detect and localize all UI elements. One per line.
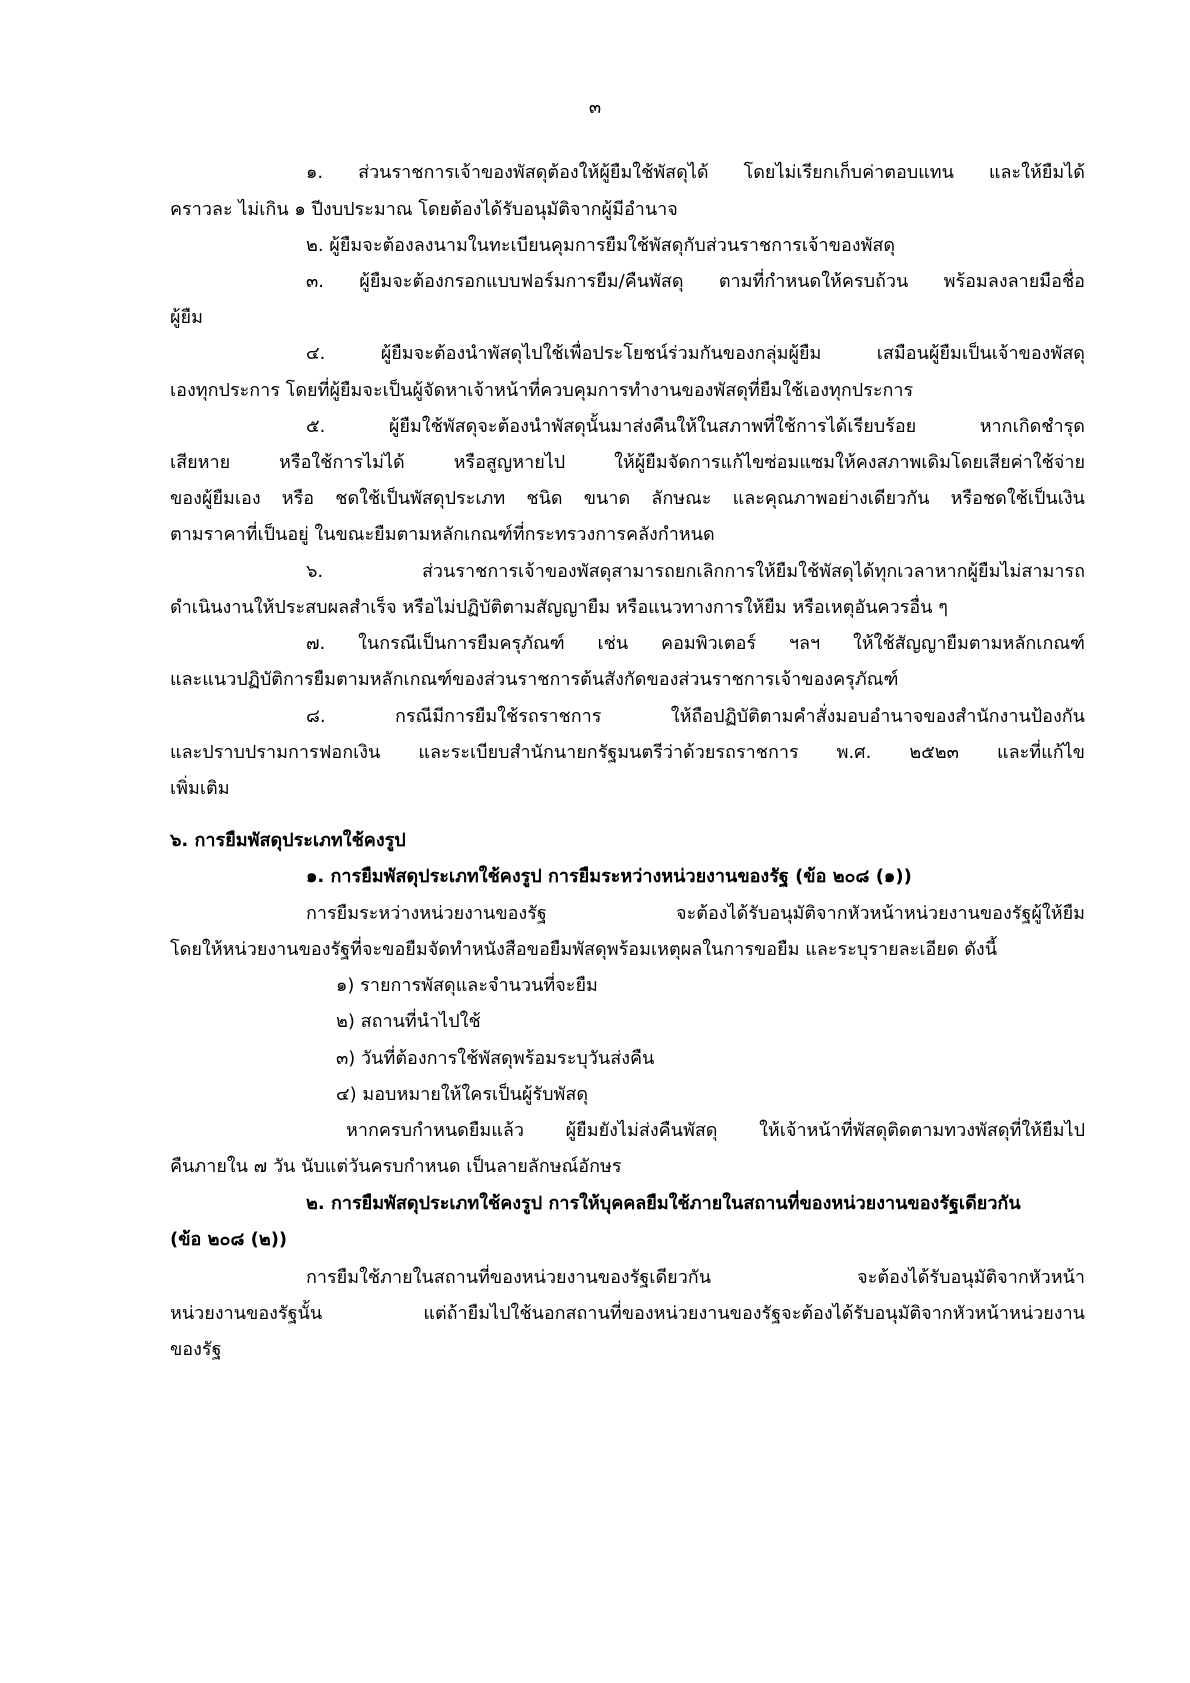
subsection-heading: ๑. การยืมพัสดุประเภทใช้คงรูป การยืมระหว่างหน่วยงานของรัฐ (ข้อ ๒๐๘ (๑)) — [306, 866, 912, 887]
paragraph-line: ของผู้ยืมเอง หรือ ชดใช้เป็นพัสดุประเภท ชนิด ขนาด ลักษณะ และคุณภาพอย่างเดียวกัน หรือชดใช้เป็นเงิน — [170, 488, 1085, 509]
paragraph-line: ดำเนินงานให้ประสบผลสำเร็จ หรือไม่ปฏิบัติตามสัญญายืม หรือแนวทางการให้ยืม หรือเหตุอันควรอื่น ๆ — [170, 597, 948, 618]
paragraph-line: ผู้ยืม — [170, 307, 203, 328]
paragraph-line: หากครบกำหนดยืมแล้ว ผู้ยืมยังไม่ส่งคืนพัสดุ ให้เจ้าหน้าที่พัสดุติดตามทวงพัสดุที่ให้ยืมไป — [346, 1120, 1085, 1141]
paragraph-line: ๑. ส่วนราชการเจ้าของพัสดุต้องให้ผู้ยืมใช้พัสดุได้ โดยไม่เรียกเก็บค่าตอบแทน และให้ยืมได้ — [306, 162, 1085, 183]
list-item: ๒) สถานที่นำไปใช้ — [336, 1011, 481, 1032]
subsection-heading: ๒. การยืมพัสดุประเภทใช้คงรูป การให้บุคคลยืมใช้ภายในสถานที่ของหน่วยงานของรัฐเดียวกัน — [306, 1193, 1021, 1214]
paragraph-line: ของรัฐ — [170, 1339, 222, 1360]
paragraph-line: ๒. ผู้ยืมจะต้องลงนามในทะเบียนคุมการยืมใช้พัสดุกับส่วนราชการเจ้าของพัสดุ — [306, 235, 896, 256]
list-item: ๓) วันที่ต้องการใช้พัสดุพร้อมระบุวันส่งคืน — [336, 1048, 655, 1069]
list-item: ๔) มอบหมายให้ใครเป็นผู้รับพัสดุ — [336, 1084, 589, 1105]
paragraph-line: เสียหาย หรือใช้การไม่ได้ หรือสูญหายไป ให้ผู้ยืมจัดการแก้ไขซ่อมแซมให้คงสภาพเดิมโดยเสียค่าใช้จ่าย — [170, 452, 1085, 473]
paragraph-line: และแนวปฏิบัติการยืมตามหลักเกณฑ์ของส่วนราชการต้นสังกัดของส่วนราชการเจ้าของครุภัณฑ์ — [170, 669, 899, 690]
paragraph-line: ๖. ส่วนราชการเจ้าของพัสดุสามารถยกเลิกการให้ยืมใช้พัสดุได้ทุกเวลาหากผู้ยืมไม่สามารถ — [306, 561, 1085, 582]
paragraph-line: ๓. ผู้ยืมจะต้องกรอกแบบฟอร์มการยืม/คืนพัสดุ ตามที่กำหนดให้ครบถ้วน พร้อมลงลายมือชื่อ — [306, 271, 1085, 292]
paragraph-line: ๘. กรณีมีการยืมใช้รถราชการ ให้ถือปฏิบัติตามคำสั่งมอบอำนาจของสำนักงานป้องกัน — [306, 706, 1085, 727]
paragraph-line: ๕. ผู้ยืมใช้พัสดุจะต้องนำพัสดุนั้นมาส่งคืนให้ในสภาพที่ใช้การได้เรียบร้อย หากเกิดชำรุด — [306, 416, 1085, 437]
paragraph-line: และปราบปรามการฟอกเงิน และระเบียบสำนักนายกรัฐมนตรีว่าด้วยรถราชการ พ.ศ. ๒๕๒๓ และที่แก้ไข — [170, 742, 1085, 763]
paragraph-line: คราวละ ไม่เกิน ๑ ปีงบประมาณ โดยต้องได้รับอนุมัติจากผู้มีอำนาจ — [170, 199, 678, 220]
paragraph-line: ตามราคาที่เป็นอยู่ ในขณะยืมตามหลักเกณฑ์ที่กระทรวงการคลังกำหนด — [170, 524, 715, 545]
list-item: ๑) รายการพัสดุและจำนวนที่จะยืม — [336, 975, 598, 996]
paragraph-line: เพิ่มเติม — [170, 778, 230, 799]
paragraph-line: การยืมระหว่างหน่วยงานของรัฐ จะต้องได้รับอนุมัติจากหัวหน้าหน่วยงานของรัฐผู้ให้ยืม — [306, 903, 1085, 924]
paragraph-line: โดยให้หน่วยงานของรัฐที่จะขอยืมจัดทำหนังสือขอยืมพัสดุพร้อมเหตุผลในการขอยืม และระบุรายละเอียด ดังนี้ — [170, 939, 998, 960]
page-number: ๓ — [588, 97, 602, 118]
paragraph-line: หน่วยงานของรัฐนั้น แต่ถ้ายืมไปใช้นอกสถานที่ของหน่วยงานของรัฐจะต้องได้รับอนุมัติจากหัวหน้าหน่วยงาน — [170, 1303, 1085, 1324]
paragraph-line: เองทุกประการ โดยที่ผู้ยืมจะเป็นผู้จัดหาเจ้าหน้าที่ควบคุมการทำงานของพัสดุที่ยืมใช้เองทุกประการ — [170, 380, 914, 401]
subsection-heading-continued: (ข้อ ๒๐๘ (๒)) — [170, 1229, 288, 1250]
paragraph-line: การยืมใช้ภายในสถานที่ของหน่วยงานของรัฐเดียวกัน จะต้องได้รับอนุมัติจากหัวหน้า — [306, 1267, 1085, 1288]
section-heading: ๖. การยืมพัสดุประเภทใช้คงรูป — [170, 830, 406, 851]
paragraph-line: คืนภายใน ๗ วัน นับแต่วันครบกำหนด เป็นลายลักษณ์อักษร — [170, 1156, 622, 1177]
paragraph-line: ๗. ในกรณีเป็นการยืมครุภัณฑ์ เช่น คอมพิวเตอร์ ฯลฯ ให้ใช้สัญญายืมตามหลักเกณฑ์ — [306, 633, 1085, 654]
paragraph-line: ๔. ผู้ยืมจะต้องนำพัสดุไปใช้เพื่อประโยชน์ร่วมกันของกลุ่มผู้ยืม เสมือนผู้ยืมเป็นเจ้าของพัสดุ — [306, 343, 1085, 364]
